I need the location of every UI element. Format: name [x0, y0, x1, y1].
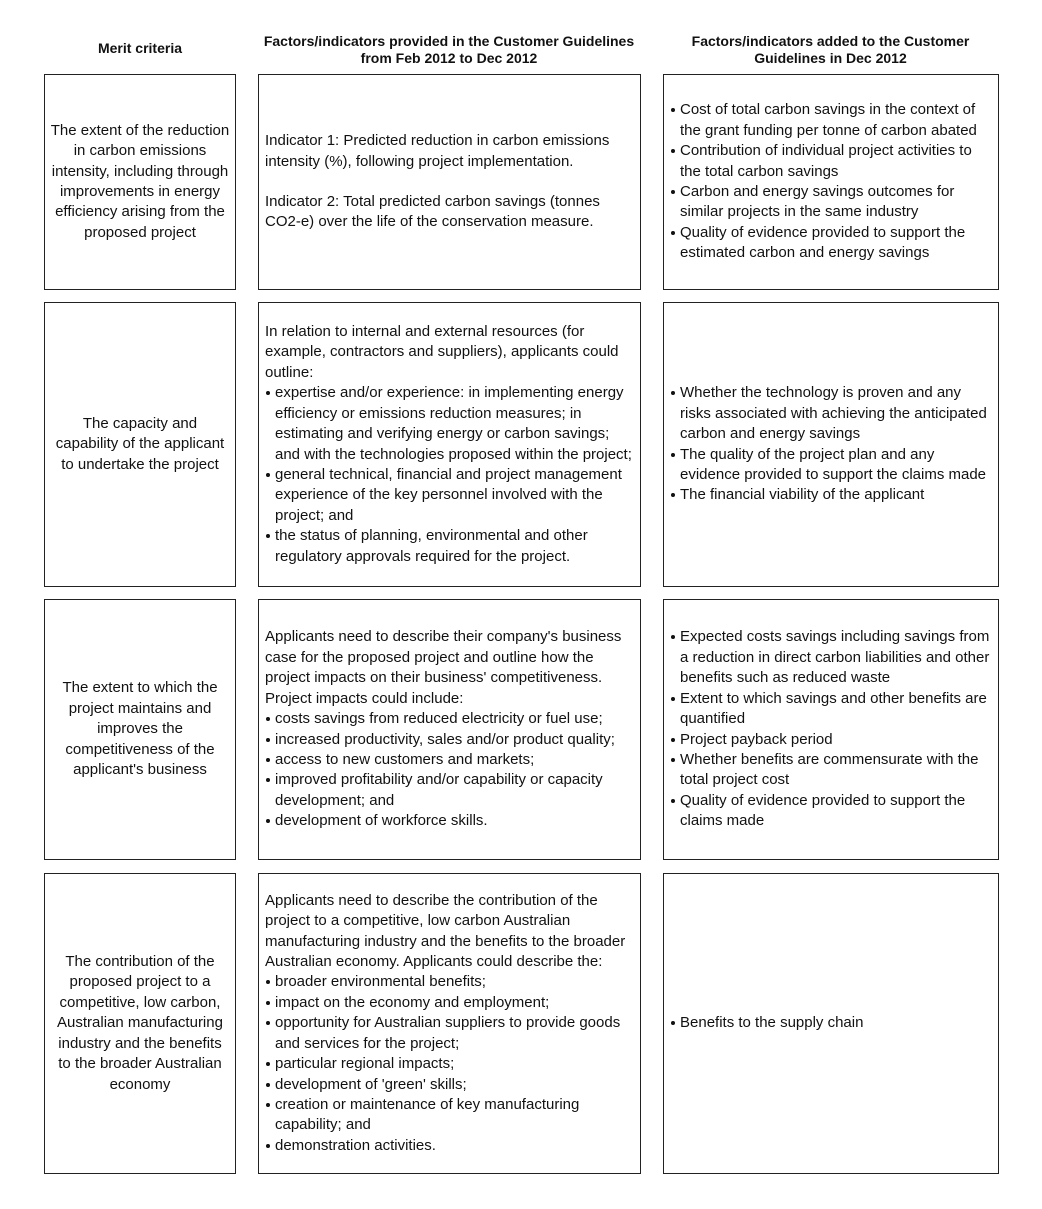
added-cell-row-2 [663, 302, 999, 587]
list-item: Whether benefits are commensurate with the total project cost [670, 750, 992, 791]
list-item: Expected costs savings including savings from a reduction in direct carbon liabilities and other benefits such as reduced waste [670, 627, 992, 688]
added-list [670, 100, 992, 263]
criterion-cell-row-3 [44, 599, 236, 860]
paragraph-spacer [265, 172, 634, 192]
factors-list [265, 972, 634, 1156]
indicator-1-text: Indicator 1: Predicted reduction in carbon emissions intensity (%), following project implementation. [265, 132, 610, 170]
list-item: particular regional impacts; [265, 1054, 634, 1074]
header-factors-added: Factors/indicators added to the Customer Guidelines in Dec 2012 [691, 33, 970, 66]
list-item: costs savings from reduced electricity or fuel use; [265, 709, 634, 729]
factors-intro: In relation to internal and external resources (for example, contractors and suppliers), applicants could outline: [265, 323, 619, 381]
list-item: Whether the technology is proven and any risks associated with achieving the anticipated carbon and energy savings [670, 383, 992, 444]
list-item: general technical, financial and project management experience of the key personnel involved with the project; and [265, 465, 634, 526]
list-item: development of workforce skills. [265, 811, 634, 831]
criterion-text: The capacity and capability of the applicant to undertake the project [55, 414, 225, 473]
factors-content [265, 322, 634, 567]
factors-content [265, 627, 634, 831]
added-cell-row-1 [663, 74, 999, 290]
header-merit-criteria: Merit criteria [97, 40, 183, 56]
indicator-2-text: Indicator 2: Total predicted carbon savings (tonnes CO2-e) over the life of the conservation measure. [265, 193, 600, 231]
criterion-cell-row-1 [44, 74, 236, 290]
list-item: Contribution of individual project activities to the total carbon savings [670, 141, 992, 182]
added-list [670, 1013, 863, 1033]
list-item: expertise and/or experience: in implementing energy efficiency or emissions reduction measures; in estimating and verifying energy or carbon savings; and with the technologies proposed within the project; [265, 383, 634, 465]
factors-cell-row-4 [258, 873, 641, 1174]
list-item: increased productivity, sales and/or product quality; [265, 730, 634, 750]
criterion-text: The contribution of the proposed project to a competitive, low carbon, Australian manufacturing industry and the benefits to the broader Australian economy [57, 953, 223, 1093]
factors-cell-row-2 [258, 302, 641, 587]
list-item: Project payback period [670, 730, 992, 750]
list-item: broader environmental benefits; [265, 972, 634, 992]
list-item: Quality of evidence provided to support the estimated carbon and energy savings [670, 223, 992, 264]
list-item: opportunity for Australian suppliers to provide goods and services for the project; [265, 1013, 634, 1054]
criterion-cell-row-2 [44, 302, 236, 587]
list-item: Carbon and energy savings outcomes for similar projects in the same industry [670, 182, 992, 223]
header-factors-provided: Factors/indicators provided in the Customer Guidelines from Feb 2012 to Dec 2012 [263, 33, 635, 66]
added-cell-row-4 [663, 873, 999, 1174]
factors-cell-row-1 [258, 74, 641, 290]
list-item: improved profitability and/or capability or capacity development; and [265, 770, 634, 811]
factors-list [265, 709, 634, 831]
factors-cell-row-3 [258, 599, 641, 860]
criterion-text: The extent to which the project maintains and improves the competitiveness of the applicant's business [62, 679, 218, 779]
list-item: impact on the economy and employment; [265, 993, 634, 1013]
factors-intro: Applicants need to describe the contribution of the project to a competitive, low carbon Australian manufacturing industry and the benefits to the broader Australian economy. Applicants could describe the: [265, 891, 626, 971]
added-list [670, 627, 992, 831]
list-item: Quality of evidence provided to support the claims made [670, 791, 992, 832]
added-cell-row-3 [663, 599, 999, 860]
factors-list [265, 383, 634, 567]
criterion-cell-row-4 [44, 873, 236, 1174]
list-item: creation or maintenance of key manufacturing capability; and [265, 1095, 634, 1136]
criterion-text: The extent of the reduction in carbon emissions intensity, including through improvements in energy efficiency arising from the proposed project [50, 121, 230, 241]
added-list [670, 383, 992, 505]
list-item: the status of planning, environmental and other regulatory approvals required for the project. [265, 526, 634, 567]
list-item: development of 'green' skills; [265, 1075, 634, 1095]
factors-content [265, 131, 634, 233]
list-item: Extent to which savings and other benefits are quantified [670, 689, 992, 730]
list-item: demonstration activities. [265, 1136, 634, 1156]
list-item: The quality of the project plan and any evidence provided to support the claims made [670, 445, 992, 486]
list-item: The financial viability of the applicant [670, 485, 992, 505]
list-item: Benefits to the supply chain [670, 1013, 863, 1033]
list-item: Cost of total carbon savings in the context of the grant funding per tonne of carbon abated [670, 100, 992, 141]
list-item: access to new customers and markets; [265, 750, 634, 770]
factors-content [265, 891, 634, 1156]
factors-intro: Applicants need to describe their company's business case for the proposed project and outline how the project impacts on their business' competitiveness. Project impacts could include: [265, 628, 622, 707]
